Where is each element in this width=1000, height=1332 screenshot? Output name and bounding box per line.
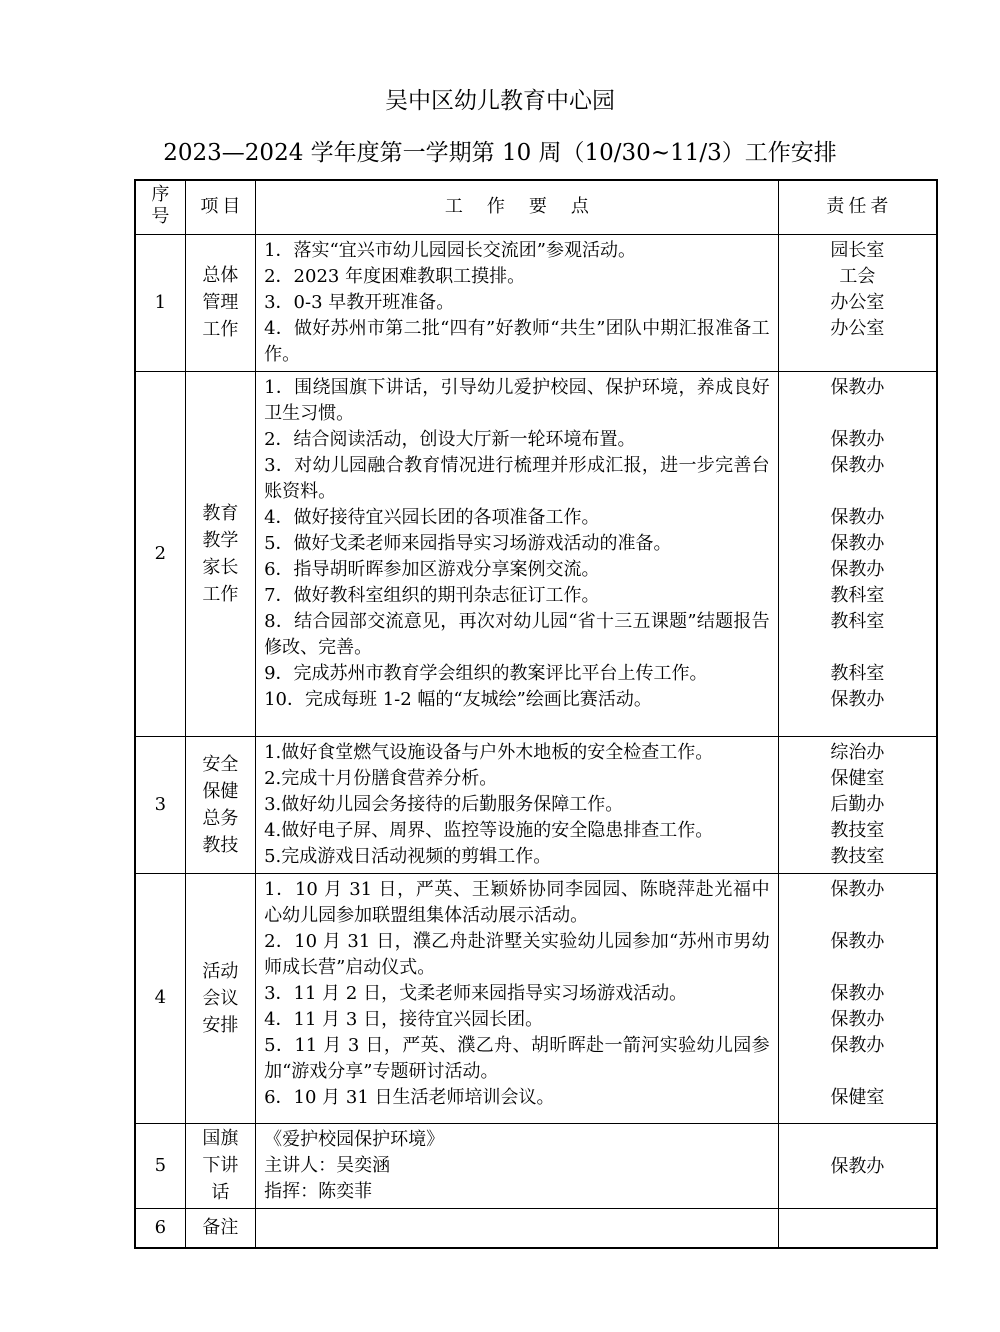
row-no: 1 xyxy=(135,234,185,371)
table-row xyxy=(135,234,937,371)
work-item: 2.完成十月份膳食营养分析。 xyxy=(264,767,498,789)
table-row xyxy=(135,736,937,873)
work-item: 7．做好教科室组织的期刊杂志征订工作。 xyxy=(264,584,600,606)
row-points xyxy=(256,371,779,736)
row-responsible xyxy=(778,1208,937,1248)
responsible-party: 保健室 xyxy=(830,1086,885,1108)
document-subtitle: 2023—2024 学年度第一学期第 10 周（10/30~11/3）工作安排 xyxy=(163,140,837,166)
row-points xyxy=(256,234,779,371)
work-item: 4.做好电子屏、周界、监控等设施的安全隐患排查工作。 xyxy=(264,819,714,841)
row-project: 备注 xyxy=(185,1208,255,1248)
work-item: 1．落实“宜兴市幼儿园园长交流团”参观活动。 xyxy=(264,239,636,261)
header-no: 序号 xyxy=(135,180,185,234)
table-row xyxy=(135,873,937,1123)
row-project: 教育教学家长工作 xyxy=(185,371,255,736)
responsible-party: 保教办 xyxy=(830,878,885,900)
work-item: 6．指导胡昕晖参加区游戏分享案例交流。 xyxy=(264,558,600,580)
work-item: 3．11 月 2 日，戈柔老师来园指导实习场游戏活动。 xyxy=(264,982,688,1004)
work-item: 5．做好戈柔老师来园指导实习场游戏活动的准备。 xyxy=(264,532,672,554)
responsible-party: 教技室 xyxy=(830,819,885,841)
responsible-party: 保健室 xyxy=(830,767,885,789)
responsible-party: 保教办 xyxy=(830,454,885,476)
row-points xyxy=(256,873,779,1123)
responsible-party: 保教办 xyxy=(830,506,885,528)
responsible-party: 保教办 xyxy=(830,428,885,450)
work-item: 3．0-3 早教开班准备。 xyxy=(264,291,455,313)
work-item: 8．结合园部交流意见，再次对幼儿园“省十三五课题”结题报告修改、完善。 xyxy=(264,610,770,658)
responsible-party: 教科室 xyxy=(830,662,885,684)
work-item: 9．完成苏州市教育学会组织的教案评比平台上传工作。 xyxy=(264,662,708,684)
responsible-party: 保教办 xyxy=(830,1156,885,1177)
work-item: 《爱护校园保护环境》 xyxy=(264,1128,445,1150)
work-item: 1.做好食堂燃气设施设备与户外木地板的安全检查工作。 xyxy=(264,741,714,763)
responsible-party: 保教办 xyxy=(830,532,885,554)
table-row xyxy=(135,1208,937,1248)
responsible-party: 保教办 xyxy=(830,1008,885,1030)
row-no: 4 xyxy=(135,873,185,1123)
row-project: 安全保健总务教技 xyxy=(185,736,255,873)
header-project: 项目 xyxy=(185,180,255,234)
responsible-party: 办公室 xyxy=(830,317,885,339)
work-item: 2．10 月 31 日，濮乙舟赴浒墅关实验幼儿园参加“苏州市男幼师成长营”启动仪式。 xyxy=(264,930,770,978)
work-item: 5.完成游戏日活动视频的剪辑工作。 xyxy=(264,845,552,867)
work-item: 1．围绕国旗下讲话，引导幼儿爱护校园、保护环境，养成良好卫生习惯。 xyxy=(264,376,770,424)
work-item: 5．11 月 3 日，严英、濮乙舟、胡昕晖赴一箭河实验幼儿园参加“游戏分享”专题研讨活动。 xyxy=(264,1034,770,1082)
responsible-party: 办公室 xyxy=(830,291,885,313)
row-responsible xyxy=(778,1123,937,1208)
work-item: 1．10 月 31 日，严英、王颖娇协同李园园、陈晓萍赴光福中心幼儿园参加联盟组集体活动展示活动。 xyxy=(264,878,770,926)
row-no: 3 xyxy=(135,736,185,873)
responsible-party: 教技室 xyxy=(830,845,885,867)
responsible-party: 教科室 xyxy=(830,584,885,606)
table-row xyxy=(135,371,937,736)
work-item: 3．对幼儿园融合教育情况进行梳理并形成汇报，进一步完善台账资料。 xyxy=(264,454,770,502)
work-item: 指挥：陈奕菲 xyxy=(264,1180,373,1202)
responsible-party: 保教办 xyxy=(830,688,885,710)
work-item: 6．10 月 31 日生活老师培训会议。 xyxy=(264,1086,555,1108)
table-header-row xyxy=(135,180,937,234)
row-no: 5 xyxy=(135,1123,185,1208)
responsible-party: 工会 xyxy=(839,265,876,287)
row-responsible xyxy=(778,736,937,873)
header-responsible: 责任者 xyxy=(778,180,937,234)
work-item: 主讲人：吴奕涵 xyxy=(264,1154,391,1176)
responsible-party: 保教办 xyxy=(830,982,885,1004)
row-no: 2 xyxy=(135,371,185,736)
work-item: 10．完成每班 1-2 幅的“友城绘”绘画比赛活动。 xyxy=(264,688,652,710)
row-responsible xyxy=(778,873,937,1123)
row-project: 国旗下讲话 xyxy=(185,1123,255,1208)
document-title: 吴中区幼儿教育中心园 xyxy=(385,88,615,114)
row-points xyxy=(256,736,779,873)
row-project: 总体管理工作 xyxy=(185,234,255,371)
responsible-party: 后勤办 xyxy=(830,793,885,815)
header-points: 工作要点 xyxy=(256,180,779,234)
responsible-party: 保教办 xyxy=(830,558,885,580)
row-responsible xyxy=(778,371,937,736)
work-item: 4．做好接待宜兴园长团的各项准备工作。 xyxy=(264,506,600,528)
work-item: 2．2023 年度困难教职工摸排。 xyxy=(264,265,526,287)
table-row xyxy=(135,1123,937,1208)
responsible-party: 保教办 xyxy=(830,930,885,952)
work-item: 4．做好苏州市第二批“四有”好教师“共生”团队中期汇报准备工作。 xyxy=(264,317,770,365)
work-item: 2．结合阅读活动，创设大厅新一轮环境布置。 xyxy=(264,428,636,450)
row-project: 活动会议安排 xyxy=(185,873,255,1123)
responsible-party: 综治办 xyxy=(830,741,885,763)
responsible-party: 园长室 xyxy=(830,239,885,261)
row-no: 6 xyxy=(135,1208,185,1248)
work-item: 4．11 月 3 日，接待宜兴园长团。 xyxy=(264,1008,544,1030)
responsible-party: 保教办 xyxy=(830,376,885,398)
responsible-party: 保教办 xyxy=(830,1034,885,1056)
responsible-party: 教科室 xyxy=(830,610,885,632)
row-points xyxy=(256,1208,779,1248)
row-points xyxy=(256,1123,779,1208)
row-responsible xyxy=(778,234,937,371)
work-item: 3.做好幼儿园会务接待的后勤服务保障工作。 xyxy=(264,793,624,815)
work-schedule-table xyxy=(134,179,938,1249)
